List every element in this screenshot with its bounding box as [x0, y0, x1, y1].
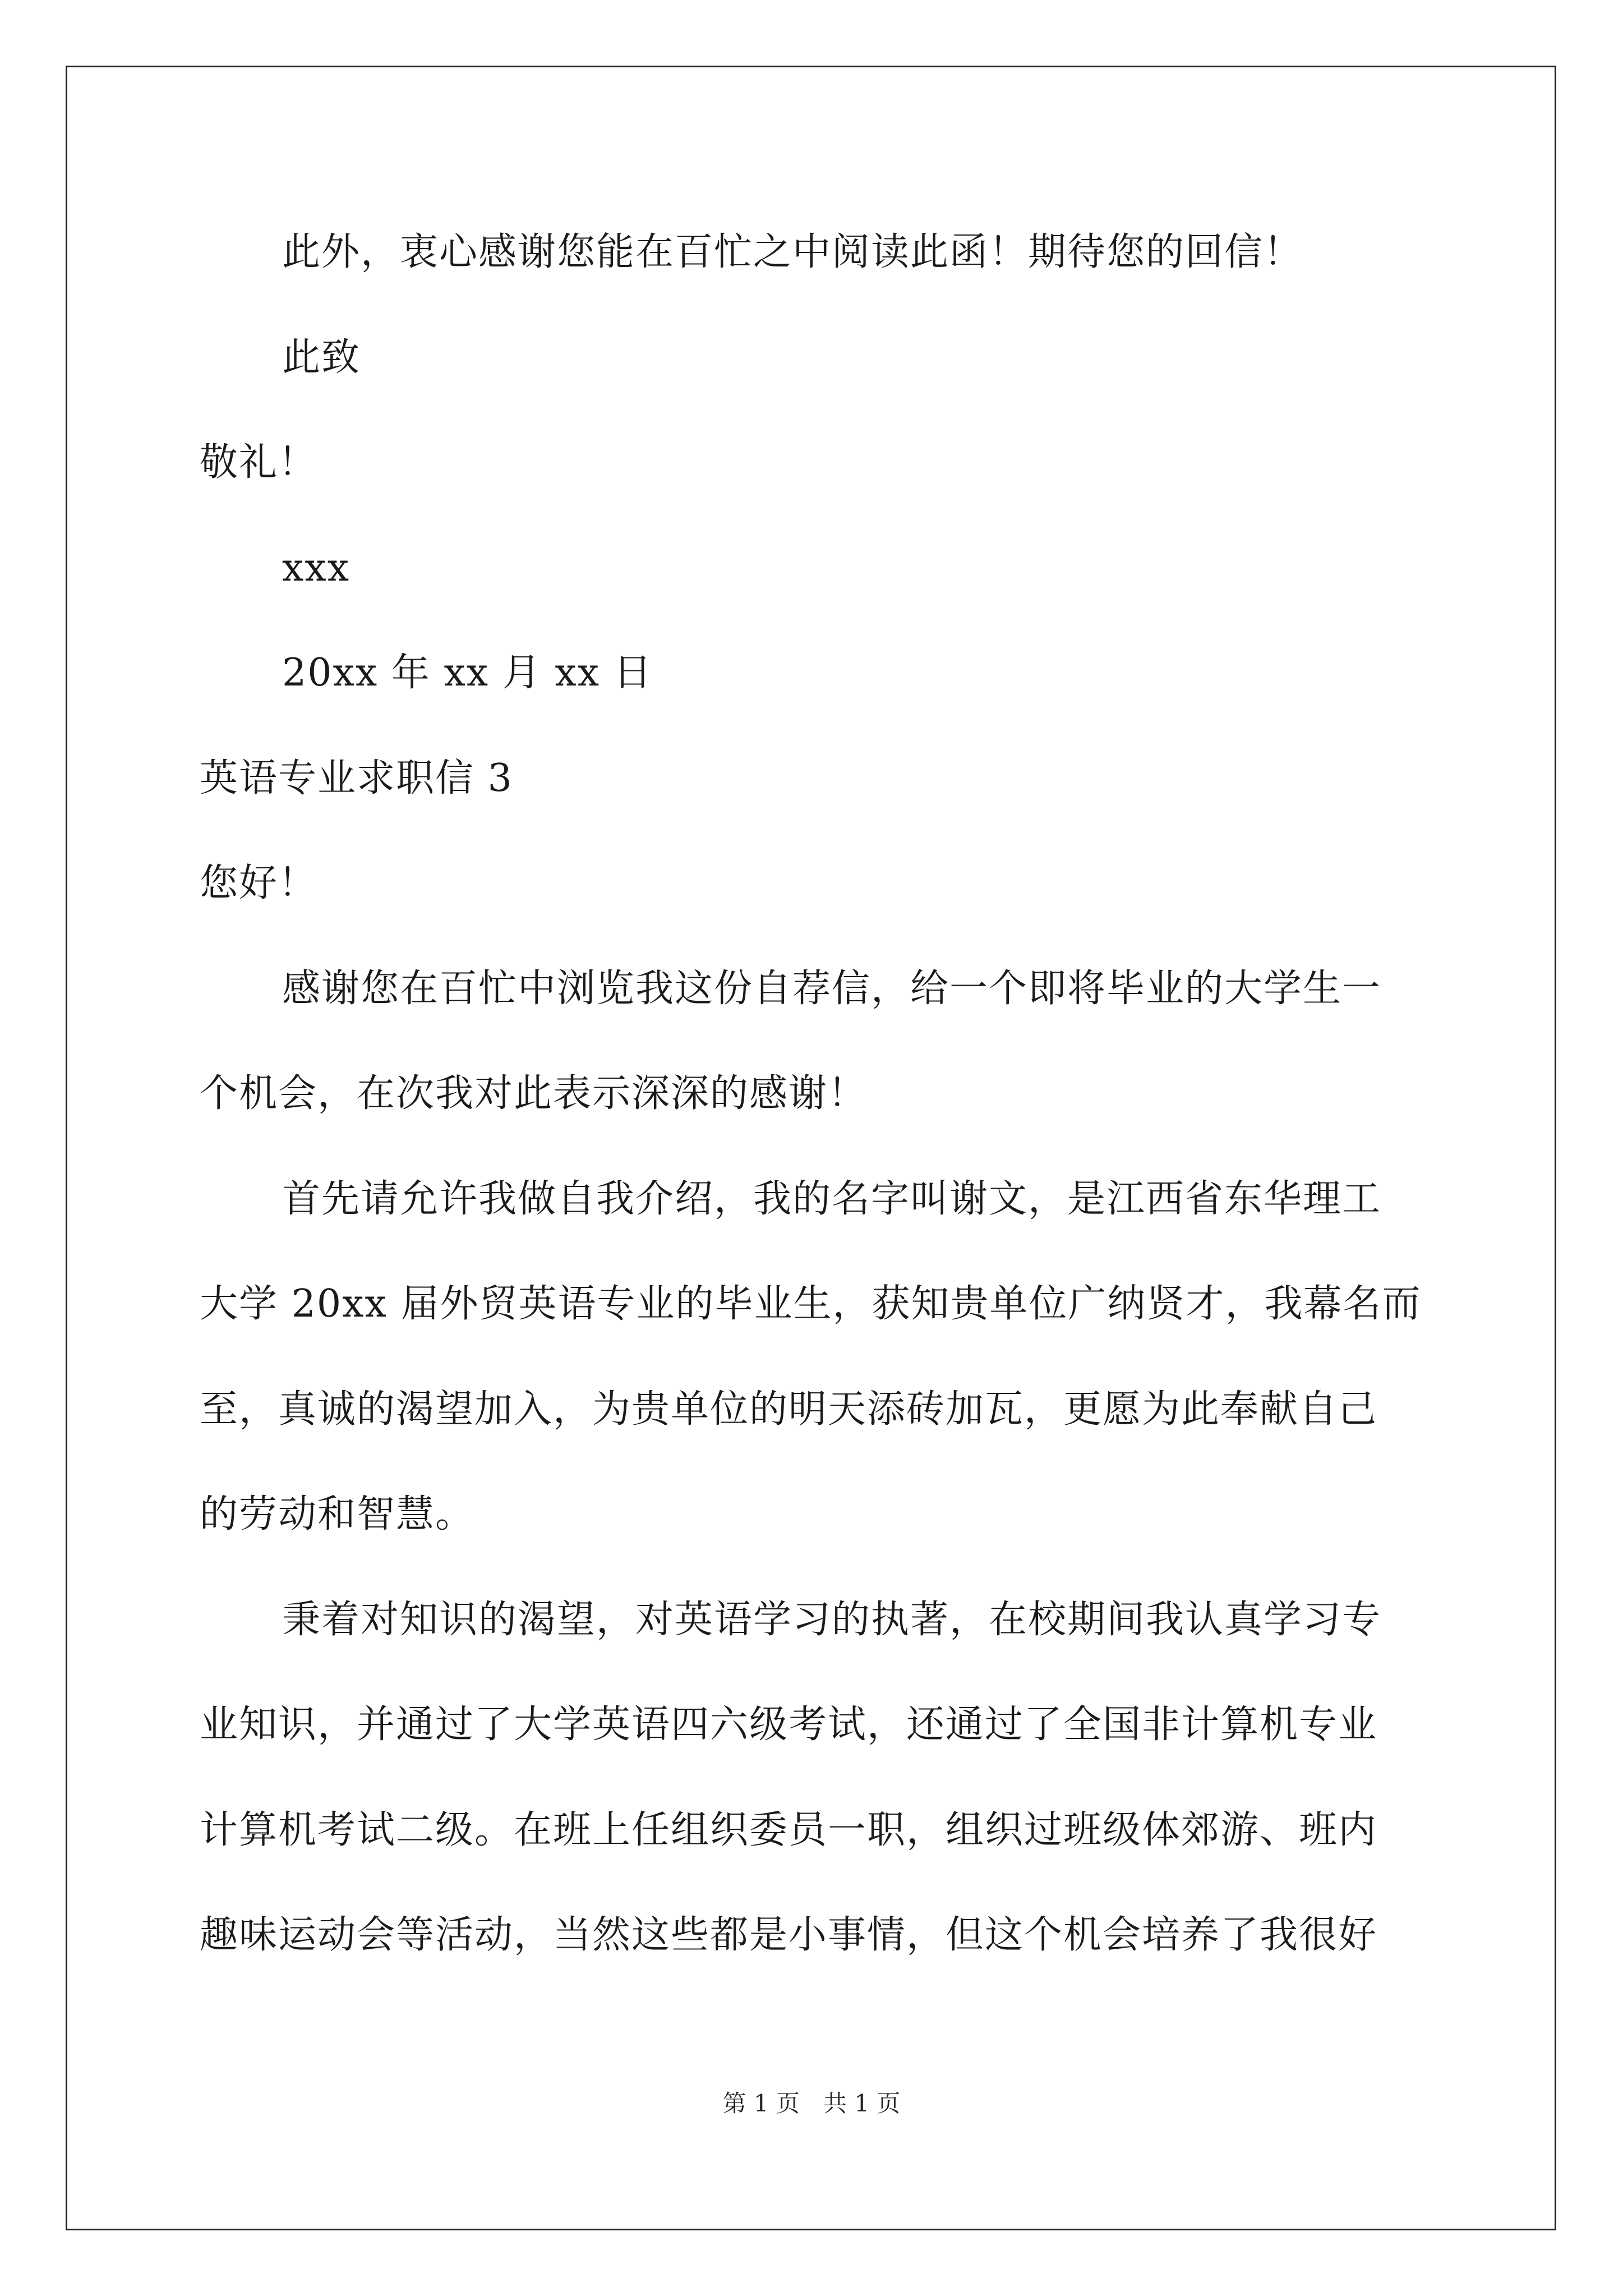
paragraph-closing-thanks: 此外，衷心感谢您能在百忙之中阅读此函！期待您的回信！: [282, 230, 1303, 274]
signature-date: 20xx 年 xx 月 xx 日: [282, 651, 653, 695]
paragraph-line: 个机会，在次我对此表示深深的感谢！: [200, 1071, 868, 1116]
paragraph-line: 秉着对知识的渴望，对英语学习的执著，在校期间我认真学习专: [282, 1598, 1382, 1642]
paragraph-line: 的劳动和智慧。: [200, 1492, 475, 1536]
salutation-jingli: 敬礼！: [200, 440, 318, 485]
paragraph-line: 至，真诚的渴望加入，为贵单位的明天添砖加瓦，更愿为此奉献自己: [200, 1387, 1378, 1432]
paragraph-line: 计算机考试二级。在班上任组织委员一职，组织过班级体郊游、班内: [200, 1808, 1378, 1852]
greeting: 您好！: [200, 861, 318, 905]
signature-name: xxx: [282, 546, 351, 590]
paragraph-line: 业知识，并通过了大学英语四六级考试，还通过了全国非计算机专业: [200, 1703, 1378, 1747]
page-border: [66, 66, 1556, 2230]
paragraph-line: 趣味运动会等活动，当然这些都是小事情，但这个机会培养了我很好: [200, 1913, 1378, 1957]
paragraph-line: 首先请允许我做自我介绍，我的名字叫谢文，是江西省东华理工: [282, 1177, 1382, 1221]
salutation-cizhi: 此致: [282, 335, 361, 380]
paragraph-line: 大学 20xx 届外贸英语专业的毕业生，获知贵单位广纳贤才，我幕名而: [200, 1282, 1422, 1326]
page-footer: 第 1 页 共 1 页: [722, 2090, 901, 2117]
paragraph-line: 感谢您在百忙中浏览我这份自荐信，给一个即将毕业的大学生一: [282, 967, 1382, 1011]
section-heading: 英语专业求职信 3: [200, 756, 513, 800]
